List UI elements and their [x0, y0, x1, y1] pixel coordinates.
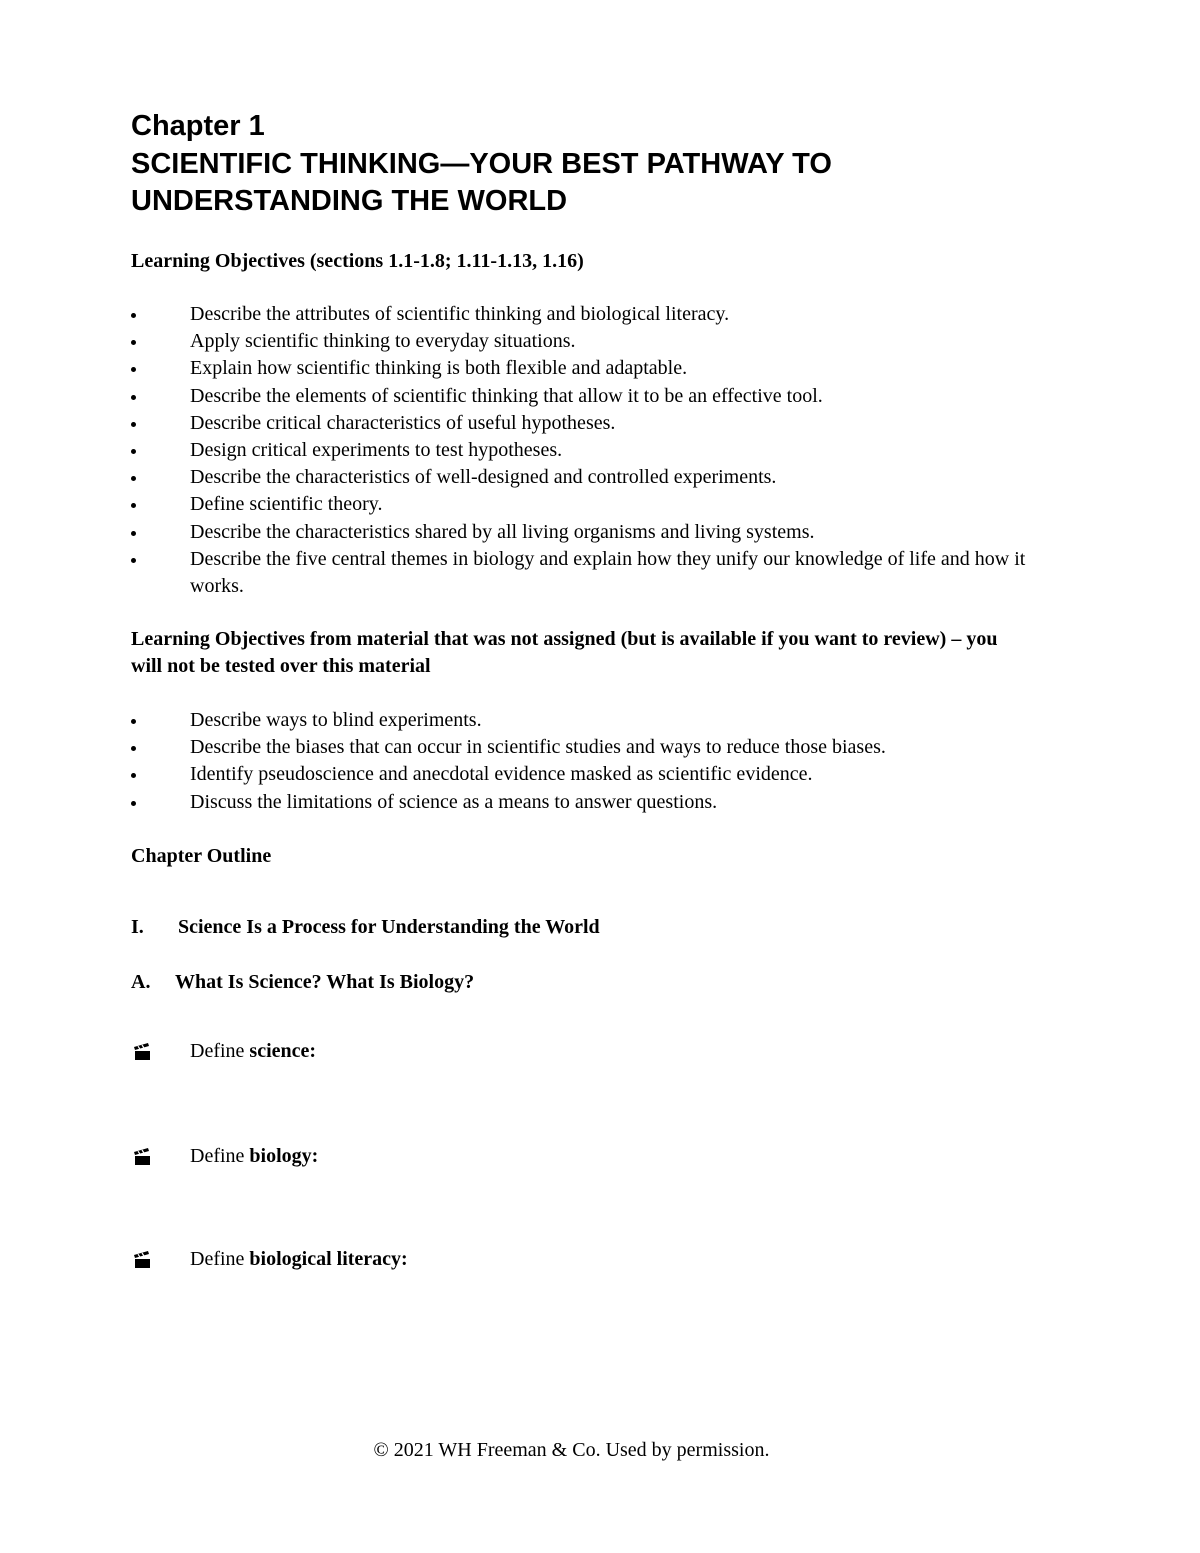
- clapperboard-icon: [133, 1042, 153, 1062]
- define-biological-literacy-prompt: Define biological literacy:: [131, 1246, 408, 1273]
- list-item: Design critical experiments to test hypotheses.: [131, 437, 1031, 464]
- chapter-title: [131, 146, 991, 220]
- bullet-icon: [131, 719, 136, 724]
- unassigned-objectives-list: [131, 707, 1031, 816]
- list-item: Describe the biases that can occur in scientific studies and ways to reduce those biases.: [131, 734, 1031, 761]
- list-item: Describe the characteristics of well-designed and controlled experiments.: [131, 464, 1031, 491]
- bullet-icon: [131, 773, 136, 778]
- chapter-title-line-2: UNDERSTANDING THE WORLD: [131, 185, 568, 217]
- outline-subsection-title: What Is Science? What Is Biology?: [175, 971, 475, 993]
- outline-subsection: [131, 969, 474, 996]
- bullet-icon: [131, 476, 136, 481]
- term-science: science:: [249, 1040, 317, 1062]
- outline-section-title: Science Is a Process for Understanding the World: [178, 916, 600, 938]
- bullet-icon: [131, 503, 136, 508]
- list-item: Apply scientific thinking to everyday situations.: [131, 328, 1031, 355]
- clapperboard-icon: [133, 1250, 153, 1270]
- bullet-icon: [131, 558, 136, 563]
- list-item: Describe the elements of scientific thinking that allow it to be an effective tool.: [131, 383, 1031, 410]
- define-science-prompt: Define science:: [131, 1038, 316, 1065]
- copyright-footer: © 2021 WH Freeman & Co. Used by permission.: [373, 1439, 770, 1461]
- bullet-icon: [131, 801, 136, 806]
- clapperboard-icon: [133, 1147, 153, 1167]
- outline-section: [131, 914, 600, 941]
- list-item: Identify pseudoscience and anecdotal evidence masked as scientific evidence.: [131, 761, 1031, 788]
- chapter-title-line-1: SCIENTIFIC THINKING—YOUR BEST PATHWAY TO: [131, 148, 832, 180]
- list-item: Describe the five central themes in biology and explain how they unify our knowledge of life and how it works.: [131, 546, 1031, 600]
- learning-objectives-heading: Learning Objectives (sections 1.1-1.8; 1.11-1.13, 1.16): [131, 250, 584, 272]
- list-item: Describe the attributes of scientific thinking and biological literacy.: [131, 301, 1031, 328]
- chapter-outline-heading: Chapter Outline: [131, 845, 272, 867]
- unassigned-objectives-heading: Learning Objectives from material that was not assigned (but is available if you want to review) – you will not be tested over this material: [131, 628, 998, 677]
- outline-section-marker: I.: [131, 916, 144, 938]
- bullet-icon: [131, 313, 136, 318]
- bullet-icon: [131, 367, 136, 372]
- list-item: Describe the characteristics shared by all living organisms and living systems.: [131, 519, 1031, 546]
- outline-subsection-marker: A.: [131, 971, 151, 993]
- bullet-icon: [131, 395, 136, 400]
- term-biological-literacy: biological literacy:: [249, 1248, 408, 1270]
- bullet-icon: [131, 449, 136, 454]
- term-biology: biology:: [249, 1145, 319, 1167]
- chapter-number: Chapter 1: [131, 110, 265, 142]
- list-item: Explain how scientific thinking is both flexible and adaptable.: [131, 355, 1031, 382]
- bullet-icon: [131, 746, 136, 751]
- bullet-icon: [131, 422, 136, 427]
- list-item: Describe ways to blind experiments.: [131, 707, 1031, 734]
- define-biology-prompt: Define biology:: [131, 1143, 318, 1170]
- learning-objectives-list: [131, 301, 1031, 600]
- list-item: Discuss the limitations of science as a means to answer questions.: [131, 789, 1031, 816]
- list-item: Define scientific theory.: [131, 491, 1031, 518]
- bullet-icon: [131, 531, 136, 536]
- bullet-icon: [131, 340, 136, 345]
- list-item: Describe critical characteristics of useful hypotheses.: [131, 410, 1031, 437]
